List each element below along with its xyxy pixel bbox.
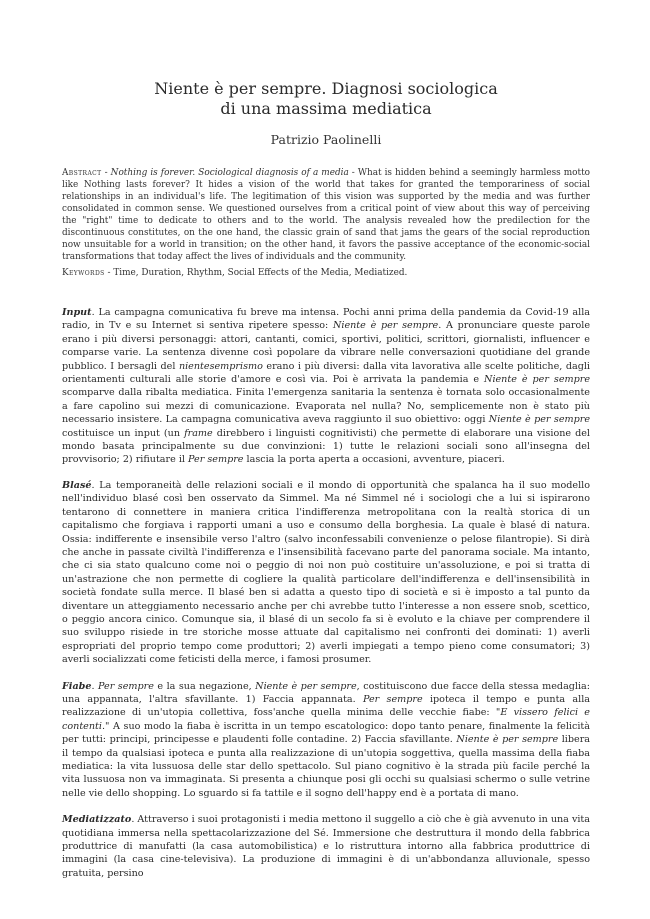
paper-title-line-1: Niente è per sempre. Diagnosi sociologica [154,79,498,98]
italic-text: Niente è per sempre [484,374,590,386]
paragraph-mediatizzato [62,813,590,880]
author-name: Patrizio Paolinelli [270,132,382,147]
abstract-text: - What is hidden behind a seemingly harmless motto like Nothing lasts forever? It hides a vision of the world that takes for granted the temporariness of social relationships in an individual's life. The legitimation of this vision was supported by the media and was further consolidated in common sense. We questioned ourselves from a critical point of view about this way of perceiving the "right" time to dedicate to others and to the world. The analysis revealed how the predilection for the discontinuous constitutes, on the one hand, the classic grain of sand that jams the gears of the social reproduction now unsuitable for a world in transition; on the other hand, it favors the passive acceptance of the economic-social transformations that today affect the lives of individuals and the community. [62,168,590,262]
italic-text: Per sempre [188,454,244,466]
body-text: ." A suo modo la fiaba è iscritta in un tempo escatologico: dopo tanto penare, finalmente la felicità per tutti: principi, principesse e plaudenti folle contadine. 2) Faccia sfavillante. [62,720,590,746]
abstract-english-title: Nothing is forever. Sociological diagnosis of a media [110,168,349,178]
italic-text: Per sempre [362,693,423,705]
body-text: . [91,680,99,692]
italic-text: Niente è per sempre [255,680,357,692]
body-text: . Attraverso i suoi protagonisti i media mettono il suggello a ciò che è già avvenuto in una vita quotidiana immersa nella spettacolarizzazione del Sé. Immersione che destruttura il mondo della fabbrica produttrice di manufatti (la casa automobilistica) e lo ristruttura intorno alla fabbrica produttrice di immagini (la casa cine-televisiva). La produzione di immagini è di un'abbondanza alluvionale, spesso gratuita, persino [62,814,591,879]
italic-text: E vissero felici e contenti [62,707,590,732]
body-text: e la sua negazione, [153,680,256,692]
body-text: . La temporaneità delle relazioni sociali e il mondo di opportunità che spalanca ha il suo modello nell'individuo blasé così ben osservato da Simmel. Ma né Simmel né i sociologi che a lui si ispirarono tentarono di connettere in maniera critica l'indifferenza metropolitana con la realtà storica di un capitalismo che forgiava i rapporti umani a uso e consumo della borghesia. La quale è blasé di natura. Ossia: indifferente e insensibile verso l'altro (salvo inconfessabili convenienze o pelose filantropie). Si dirà che anche in passate civiltà l'indifferenza e l'insensibilità facevano parte del panorama sociale. Ma intanto, che ci sia stato qualcuno come noi o peggio di noi non può costituire un'assoluzione, e poi si tratta di un'astrazione che non permette di cogliere la qualità particolare dell'indifferenza e dell'insensibilità in società fondate sulla merce. Il blasé ben si adatta a questo tipo di società e si è imposto a tal punto da diventare un atteggiamento necessario anche per chi avrebbe tutto l'interesse a non essere snob, scettico, o peggio ancora cinico. Comunque sia, il blasé di un secolo fa si è evoluto e la chiave per comprendere il suo sviluppo risiede in tre storiche mosse attuate dal capitalismo nei confronti dei dominati: 1) averli espropriati del proprio tempo come produttori; 2) averli impiegati a tempo pieno come consumatori; 3) averli socializzati come feticisti della merce, i famosi prosumer. [62,479,590,666]
body-text: . A pronunciare queste parole erano i più diversi personaggi: attori, cantanti, comici, sportivi, politici, scrittori, giornalisti, influencer e comparse varie. La sentenza divenne così popolare da vibrare nelle conversazioni quotidiane del grande pubblico. I bersagli del [62,320,590,372]
paragraph-input [62,306,590,467]
body-text: , costituiscono due facce della stessa medaglia: una appannata, l'altra sfavillante. 1) Faccia appannata. [62,680,591,705]
abstract [62,167,590,263]
keywords [62,267,590,279]
body-text: . La campagna comunicativa fu breve ma intensa. Pochi anni prima della pandemia da Covid-19 alla radio, in Tv e su Internet si sentiva ripetere spesso: [62,307,590,332]
paragraph-heading: Mediatizzato [62,814,132,826]
keywords-text: - Time, Duration, Rhythm, Social Effects of the Media, Mediatized. [104,268,408,278]
paragraph-fiabe [62,680,590,801]
paper-title [62,79,590,119]
paper-page [62,0,590,880]
body-text: ipoteca il tempo e punta alla realizzazione di un'utopia collettiva, foss'anche quella minima delle vecchie fiabe: " [62,693,590,719]
keywords-label: Keywords [62,268,105,278]
paragraph-heading: Fiabe [62,680,92,692]
paper-title-line-2: di una massima mediatica [220,99,432,118]
paragraph-heading: Blasé [62,479,92,491]
italic-text: Per sempre [98,680,154,692]
abstract-separator: - [101,168,111,178]
body-text: lascia la porta aperta a occasioni, avventure, piaceri. [243,454,505,466]
italic-text: frame [184,427,213,439]
italic-text: Niente è per sempre [456,734,559,746]
body-text: direbbero i linguisti cognitivisti) che permette di elaborare una visione del mondo basata principalmente su due convinzioni: 1) tutte le relazioni sociali sono all'insegna del provvisorio; 2) rifiutare il [62,427,590,466]
body-text: erano i più diversi: dalla vita lavorativa alle scelte politiche, dagli orientamenti culturali alle storie d'amore e così via. Poi è arrivata la pandemia e [62,360,590,386]
body-text: scomparve dalla ribalta mediatica. Finita l'emergenza sanitaria la sentenza è tornata solo occasionalmente a fare capolino sui mezzi di comunicazione. Evaporata nel nulla? No, semplicemente non è stato più necessario insistere. La campagna comunicativa aveva raggiunto il suo obiettivo: oggi [62,387,590,426]
italic-text: Niente è per sempre [488,414,590,426]
paragraph-blase [62,479,590,667]
italic-text: nientesemprismo [178,360,263,372]
body-text: libera il tempo da qualsiasi ipoteca e punta alla realizzazione di un'utopia soggettiva, quella massima della fiaba mediatica: la vita lussuosa delle star dello spettacolo. Sul piano cognitivo è la strada più facile perché la vita lussuosa non va immaginata. Si presenta a chiunque posi gli occhi su qualsiasi schermo o sulle vetrine nelle vie dello shopping. Lo sguardo si fa tattile e il sogno dell'happy end è a portata di mano. [62,734,591,799]
italic-text: Niente è per sempre [332,320,439,332]
paragraph-heading: Input [62,307,92,318]
body-text: costituisce un input (un [62,427,185,439]
abstract-label: Abstract [62,168,102,178]
